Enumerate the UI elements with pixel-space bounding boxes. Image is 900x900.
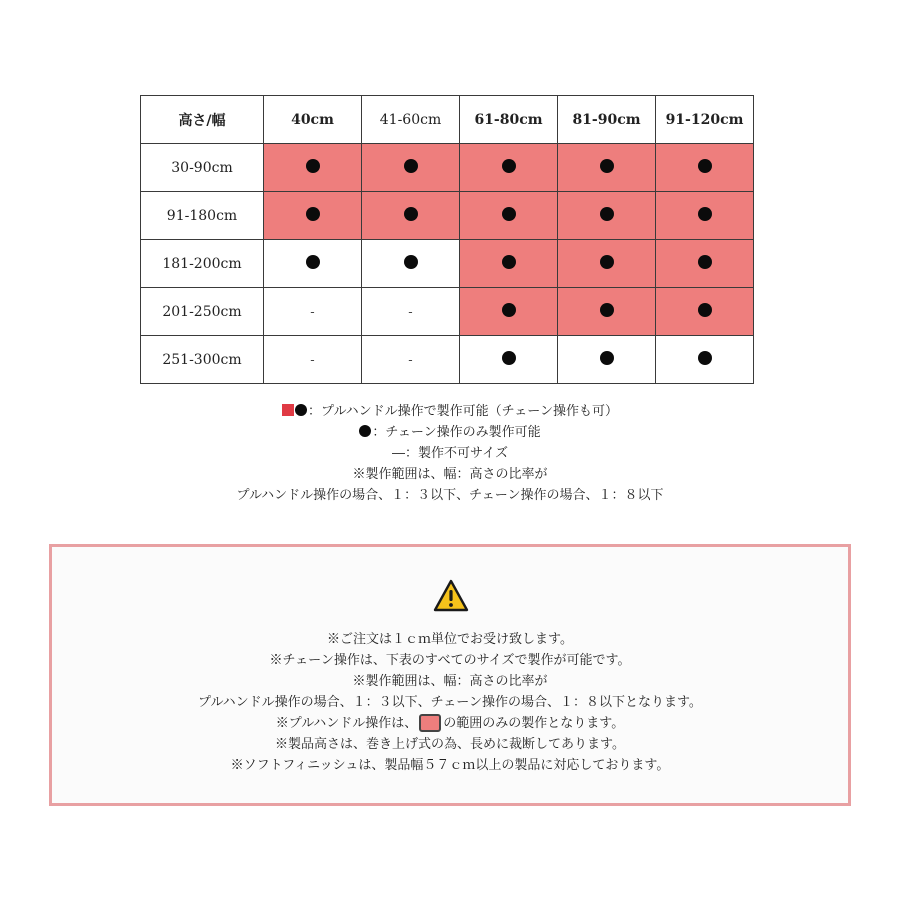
dot-icon xyxy=(502,351,516,365)
table-row xyxy=(141,192,754,240)
dot-icon xyxy=(698,207,712,221)
width-header: 81-90cm xyxy=(558,96,656,144)
dot-icon xyxy=(306,207,320,221)
table-cell xyxy=(656,144,754,192)
dot-icon xyxy=(502,255,516,269)
table-row xyxy=(141,144,754,192)
table-cell xyxy=(460,240,558,288)
table-row xyxy=(141,240,754,288)
dot-icon xyxy=(600,159,614,173)
height-label: 251-300cm xyxy=(141,336,264,384)
dot-icon xyxy=(502,303,516,317)
width-header: 40cm xyxy=(264,96,362,144)
size-availability-table xyxy=(140,95,754,384)
table-cell xyxy=(656,336,754,384)
table-cell xyxy=(362,192,460,240)
notice-line: ※製作範囲は、幅：高さの比率が xyxy=(352,674,548,689)
table-cell xyxy=(362,336,460,384)
table-row xyxy=(141,288,754,336)
dash-mark: - xyxy=(408,352,413,368)
warning-icon xyxy=(433,579,469,612)
table-cell xyxy=(460,288,558,336)
dot-icon xyxy=(698,303,712,317)
legend-ratio-line1: ※製作範囲は、幅：高さの比率が xyxy=(352,467,548,482)
dot-icon xyxy=(600,255,614,269)
notice-line: プルハンドル操作の場合、１：３以下、チェーン操作の場合、１：８以下となります。 xyxy=(198,695,702,710)
notice-line-pull: ※プルハンドル操作は、 の範囲のみの製作となります。 xyxy=(275,716,625,731)
notice-box xyxy=(49,544,851,806)
table-cell xyxy=(656,192,754,240)
dot-icon xyxy=(698,351,712,365)
table-cell xyxy=(264,336,362,384)
table-cell xyxy=(264,144,362,192)
dot-icon xyxy=(404,207,418,221)
table-cell xyxy=(362,288,460,336)
legend-none: ―：製作不可サイズ xyxy=(392,446,508,461)
table-cell xyxy=(460,336,558,384)
height-label: 30-90cm xyxy=(141,144,264,192)
table-cell xyxy=(460,144,558,192)
table-cell xyxy=(264,192,362,240)
dot-icon xyxy=(404,159,418,173)
dot-icon xyxy=(502,207,516,221)
red-square-icon xyxy=(282,404,294,416)
dot-icon xyxy=(600,351,614,365)
legend xyxy=(0,401,900,506)
corner-header: 高さ/幅 xyxy=(141,96,264,144)
table-cell xyxy=(656,240,754,288)
notice-line: ※ご注文は１ｃｍ単位でお受け致します。 xyxy=(327,632,573,647)
legend-ratio-line2: プルハンドル操作の場合、１：３以下、チェーン操作の場合、１：８以下 xyxy=(236,488,664,503)
height-label: 201-250cm xyxy=(141,288,264,336)
legend-chain: ：チェーン操作のみ製作可能 xyxy=(0,422,900,443)
dash-mark: - xyxy=(408,304,413,320)
table-cell xyxy=(460,192,558,240)
width-header: 91-120cm xyxy=(656,96,754,144)
legend-pull: ：プルハンドル操作で製作可能（チェーン操作も可） xyxy=(0,401,900,422)
table-cell xyxy=(264,240,362,288)
table-row xyxy=(141,336,754,384)
table-cell xyxy=(558,144,656,192)
width-header: 61-80cm xyxy=(460,96,558,144)
table-cell xyxy=(362,144,460,192)
dot-icon xyxy=(404,255,418,269)
table-cell xyxy=(264,288,362,336)
notice-line: ※製品高さは、巻き上げ式の為、長めに裁断してあります。 xyxy=(275,737,625,752)
dash-mark: - xyxy=(310,304,315,320)
notice-line: ※ソフトフィニッシュは、製品幅５７ｃｍ以上の製品に対応しております。 xyxy=(230,758,670,773)
height-label: 181-200cm xyxy=(141,240,264,288)
table-cell xyxy=(558,288,656,336)
dot-icon xyxy=(698,255,712,269)
dot-icon xyxy=(502,159,516,173)
dash-mark: - xyxy=(310,352,315,368)
pink-swatch-icon xyxy=(419,714,441,732)
dot-icon xyxy=(698,159,712,173)
dot-icon xyxy=(359,425,371,437)
table-cell xyxy=(558,240,656,288)
table-cell xyxy=(656,288,754,336)
dot-icon xyxy=(600,207,614,221)
table-header-row xyxy=(141,96,754,144)
table-cell xyxy=(558,192,656,240)
notice-text xyxy=(52,629,848,776)
dot-icon xyxy=(306,159,320,173)
dot-icon xyxy=(306,255,320,269)
dot-icon xyxy=(600,303,614,317)
width-header: 41-60cm xyxy=(362,96,460,144)
dot-icon xyxy=(295,404,307,416)
height-label: 91-180cm xyxy=(141,192,264,240)
table-cell xyxy=(558,336,656,384)
notice-line: ※チェーン操作は、下表のすべてのサイズで製作が可能です。 xyxy=(269,653,631,668)
table-cell xyxy=(362,240,460,288)
